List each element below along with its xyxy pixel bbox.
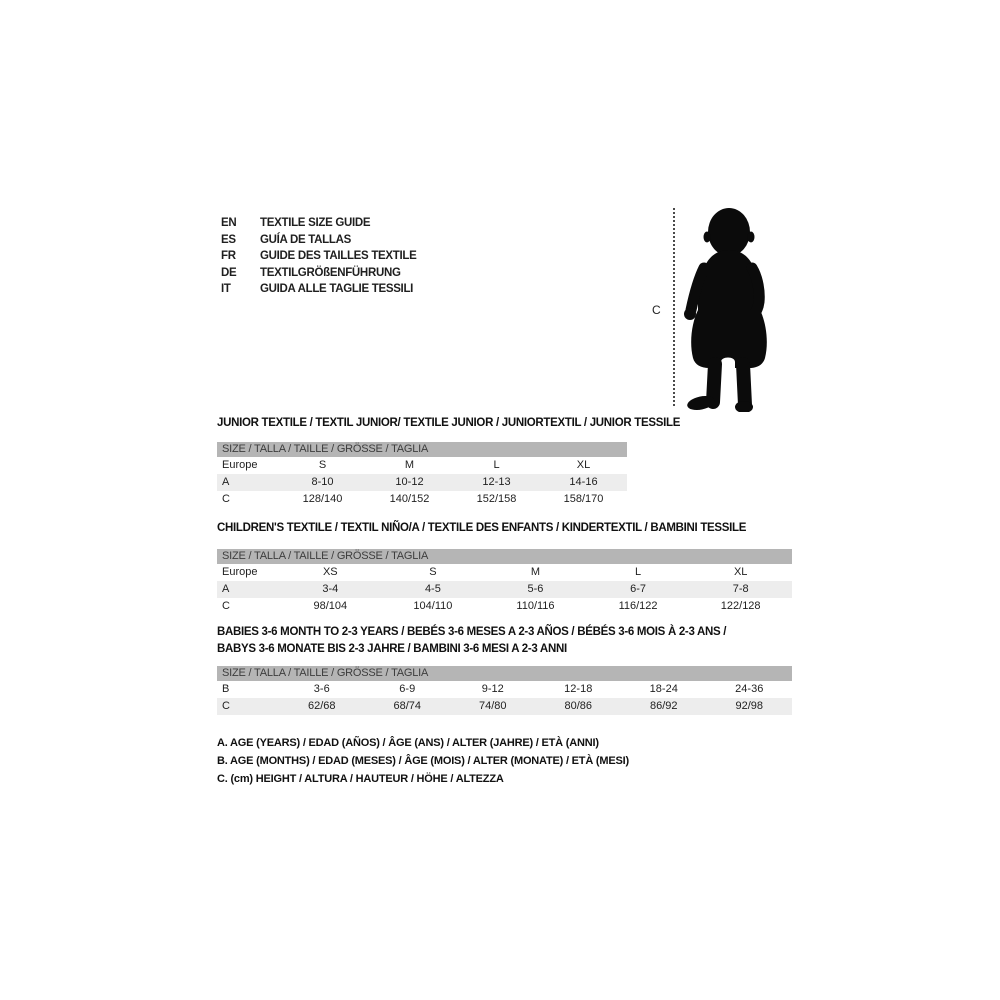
- table-title-line: BABYS 3-6 MONATE BIS 2-3 JAHRE / BAMBINI 3-6 MESI A 2-3 ANNI: [217, 642, 567, 655]
- legend-line-height-cm: C. (cm) HEIGHT / ALTURA / HAUTEUR / HÖHE / ALTEZZA: [217, 773, 504, 785]
- cell-value: 62/68: [307, 700, 336, 712]
- language-code: IT: [221, 283, 231, 296]
- height-marker-label: C: [652, 303, 661, 317]
- height-measure-dotted-line: [673, 208, 675, 406]
- legend-line-age-years: A. AGE (YEARS) / EDAD (AÑOS) / ÂGE (ANS) / ALTER (JAHRE) / ETÀ (ANNI): [217, 737, 599, 749]
- language-code: EN: [221, 217, 237, 229]
- cell-value: 6-9: [399, 683, 416, 695]
- language-code: ES: [221, 233, 236, 246]
- cell-value: 104/110: [413, 599, 453, 612]
- table-row: [217, 681, 792, 698]
- cell-value: 140/152: [389, 492, 430, 505]
- cell-value: XL: [576, 458, 591, 471]
- table-row: [217, 474, 627, 491]
- cell-value: 14-16: [569, 475, 598, 488]
- legend: [217, 734, 629, 788]
- table-title-line: JUNIOR TEXTILE / TEXTIL JUNIOR/ TEXTILE JUNIOR / JUNIORTEXTIL / JUNIOR TESSILE: [217, 417, 681, 429]
- row-label: A: [222, 582, 230, 595]
- table-row: [217, 564, 792, 581]
- cell-value: M: [404, 458, 415, 471]
- cell-value: L: [493, 458, 500, 471]
- cell-value: 4-5: [424, 582, 441, 595]
- language-title: GUÍA DE TALLAS: [260, 233, 351, 246]
- row-label: B: [222, 683, 230, 695]
- table-row: [217, 457, 627, 474]
- cell-value: 158/170: [563, 492, 604, 505]
- cell-value: 152/158: [476, 492, 517, 505]
- table-title-line: BABIES 3-6 MONTH TO 2-3 YEARS / BEBÉS 3-6 MESES A 2-3 AÑOS / BÉBÉS 3-6 MOIS À 2-3 ANS /: [217, 626, 727, 638]
- cell-value: L: [635, 565, 642, 578]
- language-row: [221, 232, 417, 249]
- row-label: C: [222, 492, 230, 505]
- cell-value: 18-24: [649, 683, 678, 695]
- row-label: C: [222, 700, 230, 712]
- cell-value: 12-18: [564, 683, 593, 695]
- cell-value: XS: [322, 565, 338, 578]
- legend-line-age-months: B. AGE (MONTHS) / EDAD (MESES) / ÂGE (MOIS) / ALTER (MONATE) / ETÀ (MESI): [217, 755, 629, 767]
- cell-value: 92/98: [735, 700, 764, 712]
- table-body: [217, 457, 627, 508]
- cell-value: 110/116: [516, 599, 555, 612]
- table-row: [217, 581, 792, 598]
- row-label: Europe: [222, 565, 258, 578]
- cell-value: XL: [733, 565, 748, 578]
- cell-value: 128/140: [302, 492, 343, 505]
- language-row: [221, 248, 417, 265]
- toddler-silhouette-icon: [682, 206, 774, 412]
- cell-value: 6-7: [630, 582, 647, 595]
- row-label: C: [222, 599, 230, 612]
- cell-value: 116/122: [618, 599, 658, 612]
- language-title: TEXTILGRÖßENFÜHRUNG: [260, 266, 401, 279]
- language-title: GUIDE DES TAILLES TEXTILE: [260, 250, 417, 263]
- cell-value: 10-12: [395, 475, 424, 488]
- table-title: [217, 415, 681, 432]
- cell-value: 3-4: [322, 582, 339, 595]
- cell-value: 9-12: [481, 683, 504, 695]
- cell-value: 86/92: [649, 700, 678, 712]
- cell-value: S: [318, 458, 327, 471]
- cell-value: 3-6: [313, 683, 330, 695]
- cell-value: 12-13: [482, 475, 511, 488]
- language-row: [221, 281, 417, 298]
- language-code: DE: [221, 266, 237, 279]
- cell-value: 7-8: [732, 582, 749, 595]
- table-row: [217, 598, 792, 615]
- cell-value: 122/128: [720, 599, 761, 612]
- cell-value: 80/86: [564, 700, 593, 712]
- babies-textile-section: [217, 624, 792, 715]
- language-title: TEXTILE SIZE GUIDE: [260, 217, 371, 229]
- size-header-bar: SIZE / TALLA / TAILLE / GRÖSSE / TAGLIA: [217, 549, 792, 564]
- size-header-bar: SIZE / TALLA / TAILLE / GRÖSSE / TAGLIA: [217, 666, 792, 681]
- language-row: [221, 215, 417, 232]
- cell-value: 68/74: [393, 700, 422, 712]
- row-label: A: [222, 475, 230, 488]
- row-label: Europe: [222, 458, 258, 471]
- size-header-bar: SIZE / TALLA / TAILLE / GRÖSSE / TAGLIA: [217, 442, 627, 457]
- table-body: [217, 564, 792, 615]
- cell-value: 24-36: [735, 683, 764, 695]
- language-title-list: [221, 215, 417, 298]
- table-title-line: CHILDREN'S TEXTILE / TEXTIL NIÑO/A / TEXTILE DES ENFANTS / KINDERTEXTIL / BAMBINI TESSILE: [217, 522, 747, 534]
- cell-value: 74/80: [478, 700, 507, 712]
- table-row: [217, 698, 792, 715]
- table-row: [217, 491, 627, 508]
- language-title: GUIDA ALLE TAGLIE TESSILI: [260, 283, 414, 296]
- language-row: [221, 265, 417, 282]
- table-body: [217, 681, 792, 715]
- cell-value: 5-6: [527, 582, 544, 595]
- table-title: [217, 624, 792, 657]
- cell-value: 98/104: [313, 599, 348, 612]
- junior-textile-section: [217, 415, 681, 508]
- table-title: [217, 520, 792, 537]
- language-code: FR: [221, 250, 236, 263]
- cell-value: M: [530, 565, 541, 578]
- cell-value: S: [429, 565, 437, 578]
- cell-value: 8-10: [311, 475, 334, 488]
- childrens-textile-section: [217, 520, 792, 615]
